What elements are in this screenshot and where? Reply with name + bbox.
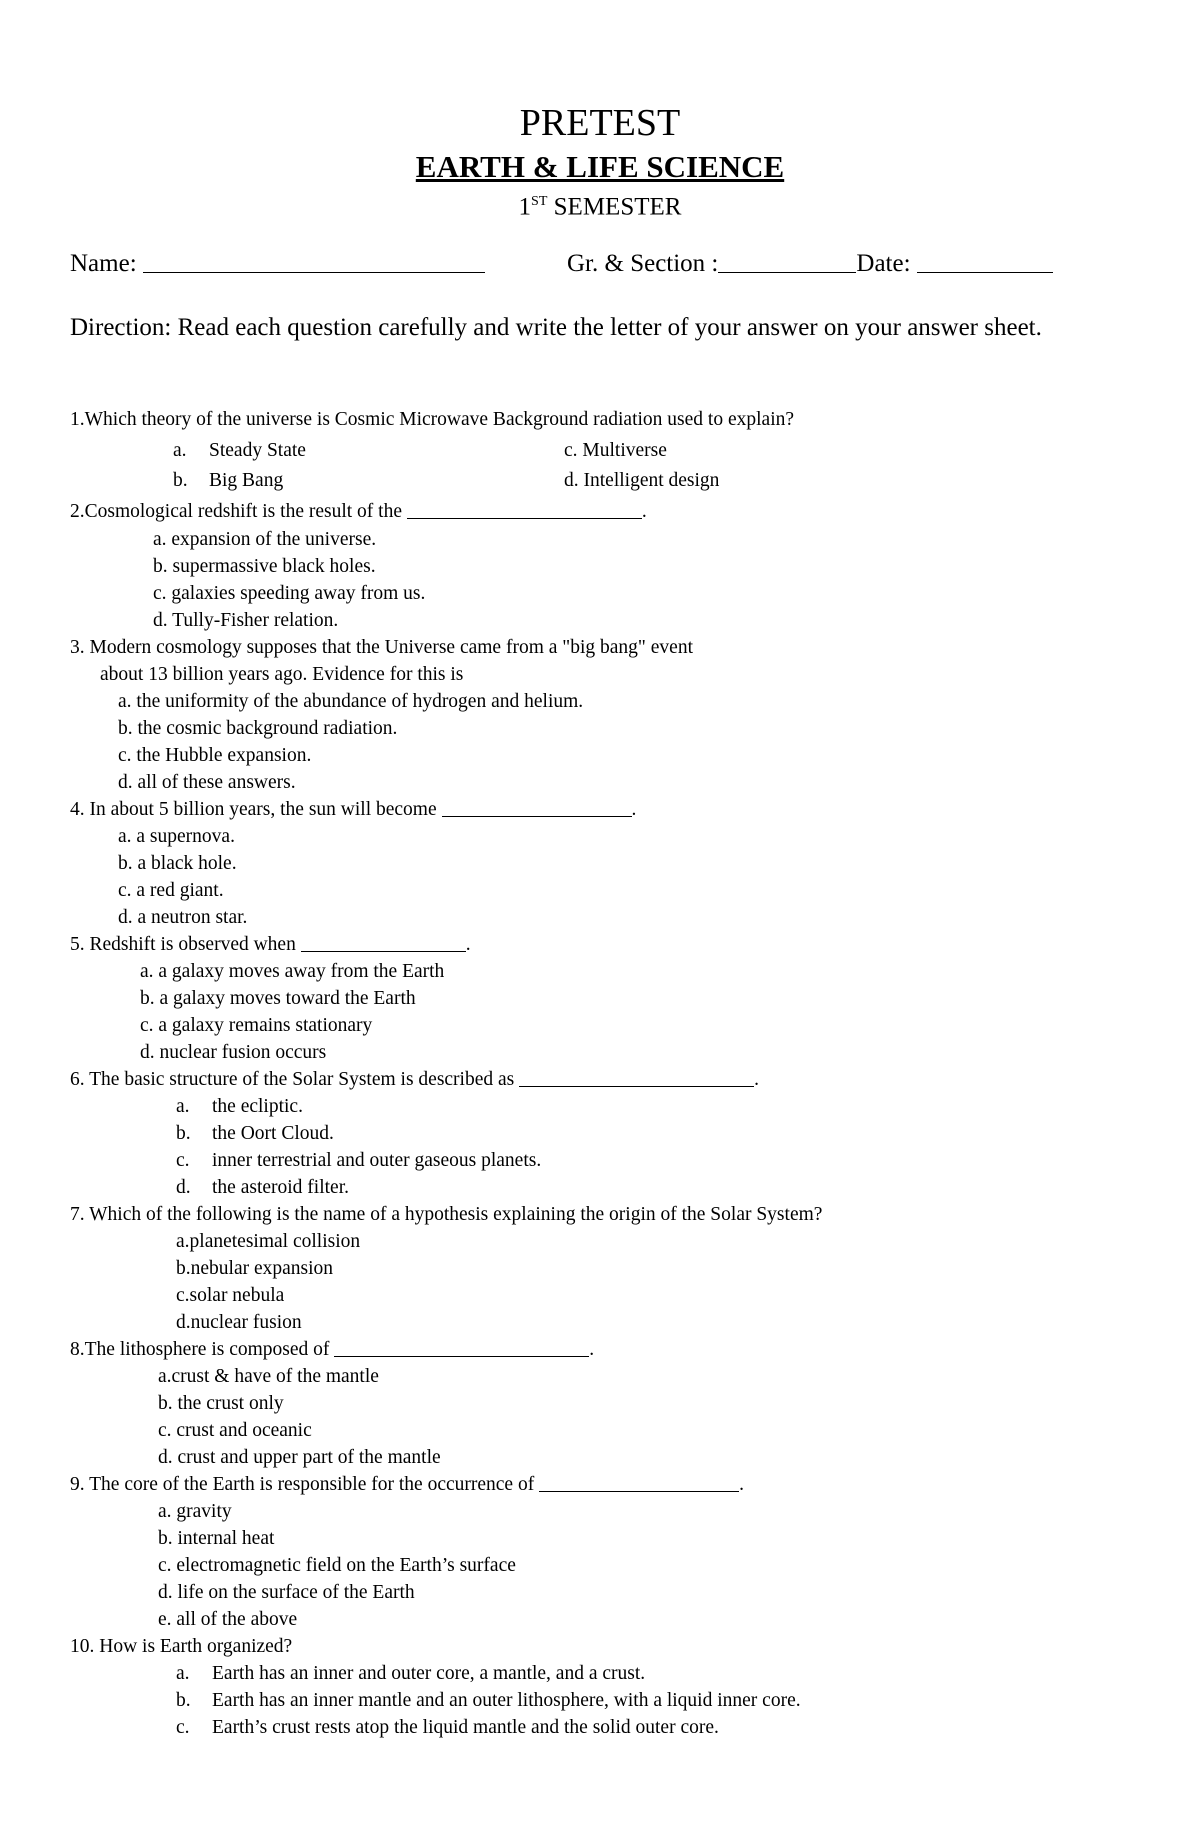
semester-number: 1 <box>518 193 532 221</box>
q1-option-c: c. Multiverse <box>564 440 667 461</box>
name-label: Name: <box>70 250 137 277</box>
q8-option-b: b. the crust only <box>158 1393 284 1414</box>
q2-blank[interactable] <box>407 500 642 519</box>
question-7-stem: 7. Which of the following is the name of a hypothesis explaining the origin of the Solar System? <box>70 1204 823 1225</box>
q2-option-b: b. supermassive black holes. <box>153 556 376 577</box>
q9-option-e: e. all of the above <box>158 1609 298 1630</box>
question-4-stem: 4. In about 5 billion years, the sun will become . <box>70 799 637 820</box>
question-10-stem: 10. How is Earth organized? <box>70 1636 293 1657</box>
q2-option-d: d. Tully-Fisher relation. <box>153 610 339 631</box>
date-label: Date: <box>856 250 911 277</box>
q5-option-c: c. a galaxy remains stationary <box>140 1015 373 1036</box>
q8-option-d: d. crust and upper part of the mantle <box>158 1447 441 1468</box>
question-2-stem: 2.Cosmological redshift is the result of the . <box>70 501 647 522</box>
q3-option-c: c. the Hubble expansion. <box>118 745 312 766</box>
semester-word: SEMESTER <box>553 193 682 221</box>
q1-option-d: d. Intelligent design <box>564 470 720 491</box>
question-1-stem: 1.Which theory of the universe is Cosmic Microwave Background radiation used to explain? <box>70 409 795 430</box>
q6-option-b: b. the Oort Cloud. <box>176 1123 334 1144</box>
q5-blank[interactable] <box>301 933 466 952</box>
q4-option-a: a. a supernova. <box>118 826 235 847</box>
question-8-stem: 8.The lithosphere is composed of . <box>70 1339 595 1360</box>
q10-option-b: b. Earth has an inner mantle and an outer lithosphere, with a liquid inner core. <box>176 1690 801 1711</box>
question-5-stem: 5. Redshift is observed when . <box>70 934 471 955</box>
q9-blank[interactable] <box>539 1473 739 1492</box>
q3-option-d: d. all of these answers. <box>118 772 296 793</box>
q3-option-b: b. the cosmic background radiation. <box>118 718 398 739</box>
q1-option-b: b. Big Bang <box>173 470 284 491</box>
q9-option-d: d. life on the surface of the Earth <box>158 1582 415 1603</box>
q10-option-a: a. Earth has an inner and outer core, a mantle, and a crust. <box>176 1663 646 1684</box>
subject-heading: EARTH & LIFE SCIENCE <box>415 149 785 184</box>
q5-option-b: b. a galaxy moves toward the Earth <box>140 988 416 1009</box>
question-9-stem: 9. The core of the Earth is responsible for the occurrence of . <box>70 1474 744 1495</box>
q7-option-b: b.nebular expansion <box>176 1258 334 1279</box>
q10-option-c: c. Earth’s crust rests atop the liquid mantle and the solid outer core. <box>176 1717 719 1738</box>
section-field[interactable] <box>567 248 1053 280</box>
q4-option-c: c. a red giant. <box>118 880 224 901</box>
q5-option-d: d. nuclear fusion occurs <box>140 1042 327 1063</box>
q7-option-c: c.solar nebula <box>176 1285 285 1306</box>
q6-option-c: c. inner terrestrial and outer gaseous planets. <box>176 1150 542 1171</box>
q9-option-a: a. gravity <box>158 1501 232 1522</box>
q9-option-b: b. internal heat <box>158 1528 275 1549</box>
semester-heading <box>0 186 1200 223</box>
section-blank[interactable] <box>718 248 856 273</box>
q2-option-a: a. expansion of the universe. <box>153 529 377 550</box>
q6-blank[interactable] <box>519 1068 754 1087</box>
question-3-stem-cont: about 13 billion years ago. Evidence for this is <box>100 664 464 685</box>
q3-option-a: a. the uniformity of the abundance of hydrogen and helium. <box>118 691 584 712</box>
name-field[interactable] <box>70 248 485 280</box>
q7-option-d: d.nuclear fusion <box>176 1312 302 1333</box>
q6-option-a: a. the ecliptic. <box>176 1096 303 1117</box>
q4-blank[interactable] <box>442 798 632 817</box>
question-3-stem: 3. Modern cosmology supposes that the Universe came from a "big bang" event <box>70 637 693 658</box>
name-blank[interactable] <box>143 248 485 273</box>
q9-option-c: c. electromagnetic field on the Earth’s surface <box>158 1555 516 1576</box>
q8-option-a: a.crust & have of the mantle <box>158 1366 379 1387</box>
question-6-stem: 6. The basic structure of the Solar System is described as . <box>70 1069 759 1090</box>
q6-option-d: d. the asteroid filter. <box>176 1177 349 1198</box>
q5-option-a: a. a galaxy moves away from the Earth <box>140 961 445 982</box>
q8-blank[interactable] <box>334 1338 589 1357</box>
q2-option-c: c. galaxies speeding away from us. <box>153 583 426 604</box>
q1-option-a: a. Steady State <box>173 440 306 461</box>
q4-option-b: b. a black hole. <box>118 853 237 874</box>
q7-option-a: a.planetesimal collision <box>176 1231 361 1252</box>
semester-ordinal: ST <box>531 194 548 209</box>
page-title: PRETEST <box>519 102 681 144</box>
q8-option-c: c. crust and oceanic <box>158 1420 312 1441</box>
date-blank[interactable] <box>917 248 1053 273</box>
section-label: Gr. & Section : <box>567 250 719 277</box>
q4-option-d: d. a neutron star. <box>118 907 248 928</box>
directions: Direction: Read each question carefully and write the letter of your answer on your answer sheet. <box>70 314 1042 341</box>
